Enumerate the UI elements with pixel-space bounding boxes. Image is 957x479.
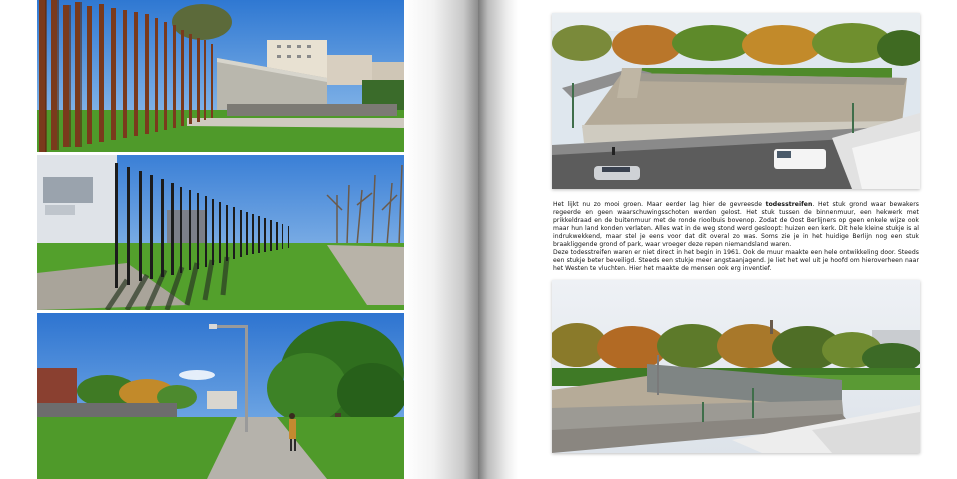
photo-steel-posts-shadows bbox=[37, 155, 404, 310]
photo-aerial-wall-autumn-trees bbox=[552, 280, 920, 453]
article-text bbox=[553, 201, 919, 273]
paragraph-1-emphasis: todesstreifen bbox=[765, 201, 813, 208]
book-gutter-shadow-left bbox=[404, 0, 478, 479]
photo-aerial-death-strip-road bbox=[552, 13, 920, 189]
paragraph-1-intro: Het lijkt nu zo mooi groen. Maar eerder lag hier de gevreesde bbox=[553, 201, 766, 208]
photo-park-path-lamppost bbox=[37, 313, 404, 479]
paragraph-1-body: . Het stuk grond waar bewakers regeerde en geen waarschuwingsschoten werden gelost. Het stuk tussen de binnenmuur, een hekwerk met prikkeldraad en de buitenmuur met de ronde rioolbuis bovenop. Zodat de Oost Berlijners op geen enkele wijze ook maar hun land konden verlaten. Alles wat in de weg stond werd gesloopt: huizen een kerk. Dit hele kleine stukje is al indrukwekkend, maar stel je eens voor dat dit overal zo was. Soms zie je in het huidige Berlijn nog een stuk braakliggende grond of park, waar vroeger deze repen niemandsland waren. bbox=[553, 201, 920, 248]
photo-rusted-rods-memorial bbox=[37, 0, 404, 152]
paragraph-1 bbox=[553, 201, 919, 249]
paragraph-2: Deze todesstreifen waren er niet direct in het begin in 1961. Ook de muur maakte een hele ontwikkeling door. Steeds een stukje beter beveiligd. Steeds een stukje meer angstaanjagend. Je liet het wel uit je hoofd om hieroverheen naar het Westen te vluchten. Hier het maakte de mensen ook erg inventief. bbox=[553, 249, 919, 272]
book-gutter-shadow-right bbox=[478, 0, 518, 479]
